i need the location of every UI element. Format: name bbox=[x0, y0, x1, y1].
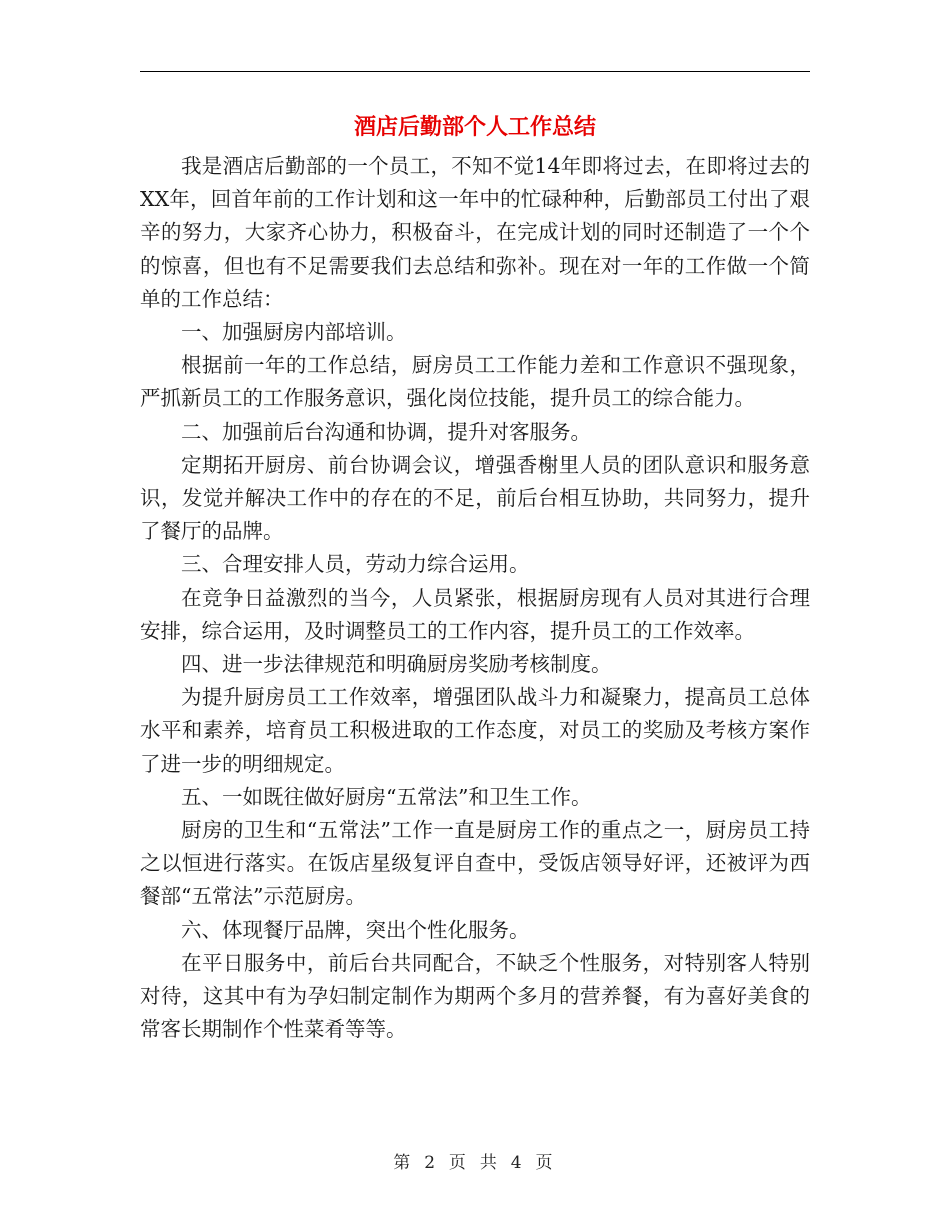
page-number: 第 2 页 共 4 页 bbox=[393, 1153, 557, 1173]
paragraph-3: 在竞争日益激烈的当今，人员紧张，根据厨房现有人员对其进行合理安排，综合运用，及时调整员工的工作内容，提升员工的工作效率。 bbox=[140, 585, 810, 643]
paragraph-4: 为提升厨房员工工作效率，增强团队战斗力和凝聚力，提高员工总体水平和素养，培育员工积极进取的工作态度，对员工的奖励及考核方案作了进一步的明细规定。 bbox=[140, 685, 810, 776]
section-heading-5: 五、一如既往做好厨房“五常法”和卫生工作。 bbox=[181, 784, 592, 809]
section-heading-6: 六、体现餐厅品牌，突出个性化服务。 bbox=[181, 917, 530, 942]
document-title: 酒店后勤部个人工作总结 bbox=[353, 114, 596, 140]
paragraph-5: 厨房的卫生和“五常法”工作一直是厨房工作的重点之一，厨房员工持之以恒进行落实。在饭店星级复评自查中，受饭店领导好评，还被评为西餐部“五常法”示范厨房。 bbox=[140, 818, 810, 909]
paragraph-2: 定期拓开厨房、前台协调会议，增强香榭里人员的团队意识和服务意识，发觉并解决工作中的存在的不足，前后台相互协助，共同努力，提升了餐厅的品牌。 bbox=[140, 452, 810, 544]
document-body bbox=[140, 150, 810, 1046]
section-heading-4: 四、进一步法律规范和明确厨房奖励考核制度。 bbox=[181, 652, 612, 677]
section-heading-1: 一、加强厨房内部培训。 bbox=[181, 320, 407, 345]
section-heading-3: 三、合理安排人员，劳动力综合运用。 bbox=[181, 552, 530, 577]
section-heading-2: 二、加强前后台沟通和协调，提升对客服务。 bbox=[181, 419, 591, 444]
paragraph-6: 在平日服务中，前后台共同配合，不缺乏个性服务，对特别客人特别对待，这其中有为孕妇制定制作为期两个多月的营养餐，有为喜好美食的常客长期制作个性菜肴等等。 bbox=[140, 950, 810, 1042]
header-rule bbox=[140, 71, 810, 72]
paragraph-1: 根据前一年的工作总结，厨房员工工作能力差和工作意识不强现象，严抓新员工的工作服务意识，强化岗位技能，提升员工的综合能力。 bbox=[140, 353, 810, 411]
paragraph-intro: 我是酒店后勤部的一个员工，不知不觉14年即将过去，在即将过去的XX年，回首年前的工作计划和这一年中的忙碌种种，后勤部员工付出了艰辛的努力，大家齐心协力，积极奋斗，在完成计划的同时还制造了一个个的惊喜，但也有不足需要我们去总结和弥补。现在对一年的工作做一个简单的工作总结： bbox=[140, 154, 810, 311]
